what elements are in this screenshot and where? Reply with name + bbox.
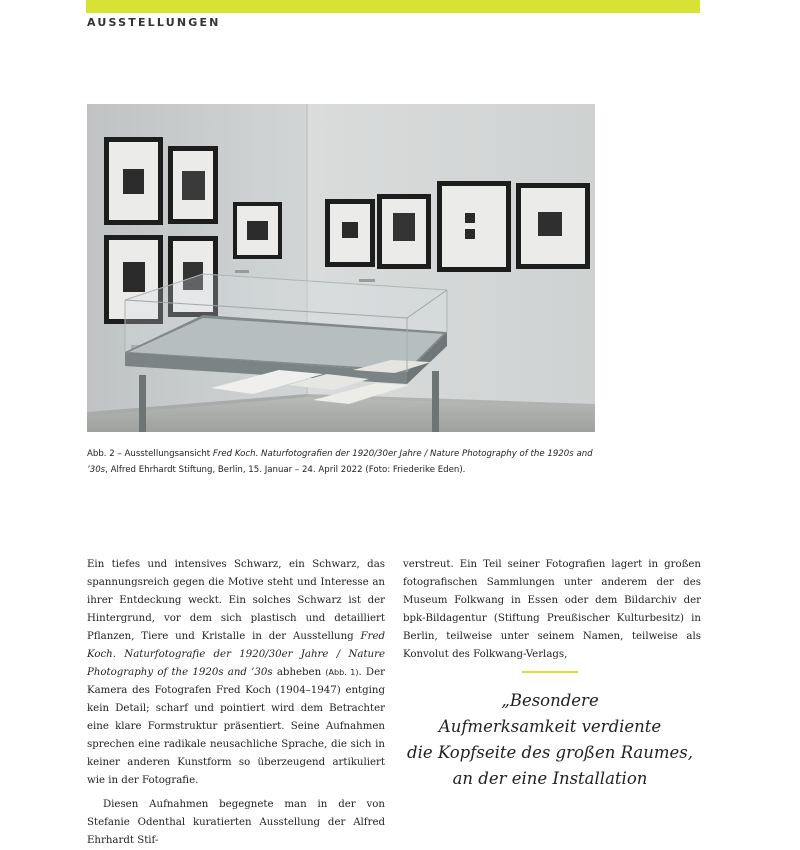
paragraph: verstreut. Ein Teil seiner Fotografien lagert in großen fotografischen Sammlungen unter anderem der des Museum Folkwang in Essen oder dem Bildarchiv der bpk-Bildagentur (Stiftung Preußischer Kulturbesitz) in Berlin, teilweise unter seinem Namen, teilweise als Konvolut des Folkwang-Verlags, (403, 559, 701, 660)
caption-label: Abb. 2 (87, 449, 115, 459)
body-column-right (403, 556, 701, 664)
pull-quote-line: Aufmerksamkeit verdiente (438, 717, 662, 736)
text-run: Ein tiefes und intensives Schwarz, ein Schwarz, das spannungsreich gegen die Motive steht und Interesse an ihrer Entdeckung weckt. Ein solches Schwarz ist der Hintergrund, vor dem sich plastisch und detailliert Pflanzen, Tiere und Kristalle in der Ausstellung (87, 559, 385, 642)
section-label: AUSSTELLUNGEN (87, 16, 221, 29)
text-run: . Der Kamera des Fotografen Fred Koch (1904–1947) entging kein Detail; scharf und pointiert wird dem Betrachter eine klare Formstruktur präsentiert. Seine Aufnahmen sprechen eine radikale neusachliche Sprache, die sich in keiner anderen Kunstform so überzeugend artikuliert wie in der Fotografie. (87, 667, 385, 786)
caption-prefix: – Ausstellungsansicht (114, 449, 213, 459)
paragraph: Diesen Aufnahmen begegnete man in der von Stefanie Odenthal kuratierten Ausstellung der Alfred Ehrhardt Stif- (87, 799, 385, 846)
caption-title: Fred Koch. Naturfotografien der 1920/30er Jahre / Nature Photography of the 1920s and ’30s (87, 449, 593, 475)
pull-quote-line: an der eine Installation (452, 769, 648, 788)
caption-suffix: , Alfred Ehrhardt Stiftung, Berlin, 15. Januar – 24. April 2022 (Foto: Friederike Eden). (105, 465, 466, 475)
paragraph (87, 556, 385, 790)
text-run: abheben (272, 667, 326, 678)
pull-quote (400, 688, 700, 792)
pull-quote-rule (522, 671, 578, 673)
figure-caption (87, 446, 607, 478)
exhibition-photo (87, 104, 595, 432)
header-accent-bar (86, 0, 700, 13)
exhibition-title: Fred Koch. Naturfotografie der 1920/30er Jahre / Nature Photography of the 1920s and ’30s (87, 631, 385, 678)
pull-quote-line: „Besondere (501, 691, 599, 710)
figure-reference: (Abb. 1) (325, 668, 359, 677)
body-column-left (87, 556, 385, 850)
pull-quote-line: die Kopfseite des großen Raumes, (407, 743, 693, 762)
